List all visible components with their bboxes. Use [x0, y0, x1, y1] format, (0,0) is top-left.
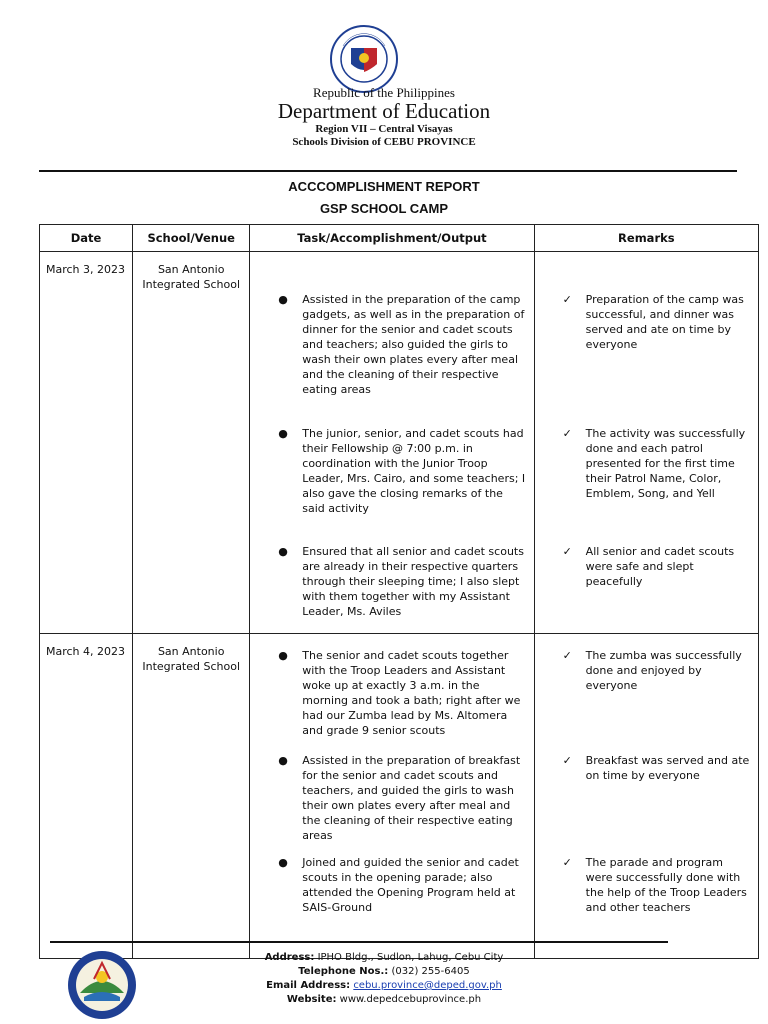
task-text: Assisted in the preparation of the camp gadgets, as well as in the preparation of dinner for the senior and cadet scouts and teachers; also guided the girls to wash their own plates every after meal and the cleaning of their respective eating areas	[302, 293, 525, 396]
bullet-icon: ●	[278, 293, 288, 306]
bullet-icon: ●	[278, 649, 288, 662]
column-header-school: School/Venue	[133, 225, 250, 252]
email-link[interactable]: cebu.province@deped.gov.ph	[353, 980, 502, 991]
task-item	[250, 753, 533, 843]
bullet-icon: ●	[278, 545, 288, 558]
footer-address	[200, 950, 568, 965]
footer-email	[200, 978, 568, 993]
column-header-date: Date	[40, 225, 133, 252]
address-value: IPHO Bldg., Sudlon, Lahug, Cebu City	[317, 952, 504, 963]
remark-item	[535, 426, 758, 501]
remark-text: Breakfast was served and ate on time by everyone	[585, 754, 750, 782]
bullet-icon: ●	[278, 754, 288, 767]
remark-text: The parade and program were successfully done with the help of the Troop Leaders and other teachers	[585, 856, 747, 914]
remark-item	[535, 855, 758, 915]
date-cell: March 4, 2023	[40, 634, 133, 959]
remark-text: The activity was successfully done and each patrol presented for the first time their Patrol Name, Color, Emblem, Song, and Yell	[585, 427, 746, 500]
deped-seal-icon	[329, 24, 399, 94]
task-text: The senior and cadet scouts together with the Troop Leaders and Assistant woke up at exactly 3 a.m. in the morning and took a bath; right after we had our Zumba lead by Ms. Altomera and grade 9 senior scouts	[302, 649, 521, 737]
footer-telephone	[200, 964, 568, 979]
website-link[interactable]: www.depedcebuprovince.ph	[339, 994, 482, 1005]
school-cell: San Antonio Integrated School	[133, 634, 250, 959]
checkmark-icon: ✓	[562, 754, 572, 767]
remark-item	[535, 648, 758, 693]
email-label: Email Address:	[266, 980, 351, 991]
column-header-task: Task/Accomplishment/Output	[250, 225, 534, 252]
remark-text: All senior and cadet scouts were safe and slept peacefully	[585, 545, 735, 588]
task-text: Ensured that all senior and cadet scouts are already in their respective quarters through their sleeping time; I also slept with them together with my Assistant Leader, Ms. Aviles	[302, 545, 524, 618]
task-text: Joined and guided the senior and cadet scouts in the opening parade; also attended the Opening Program held at SAIS-Ground	[302, 856, 519, 914]
remarks-cell	[534, 252, 758, 634]
address-label: Address:	[264, 952, 315, 963]
task-cell	[250, 252, 534, 634]
date-cell: March 3, 2023	[40, 252, 133, 634]
bullet-icon: ●	[278, 856, 288, 869]
school-cell: San Antonio Integrated School	[133, 252, 250, 634]
table-row	[40, 252, 759, 634]
checkmark-icon: ✓	[562, 293, 572, 306]
header-region: Region VII – Central Visayas	[315, 123, 453, 135]
footer-divider	[50, 941, 668, 943]
task-item	[250, 855, 533, 915]
header-division: Schools Division of CEBU PROVINCE	[292, 136, 476, 148]
remark-text: Preparation of the camp was successful, and dinner was served and ate on time by everyone	[585, 293, 744, 351]
checkmark-icon: ✓	[562, 649, 572, 662]
task-text: Assisted in the preparation of breakfast for the senior and cadet scouts and teachers, and guided the girls to wash their own plates every after meal and the cleaning of their respective eating areas	[302, 754, 521, 842]
footer-website	[200, 992, 568, 1007]
table-header-row	[40, 225, 759, 252]
telephone-label: Telephone Nos.:	[298, 966, 389, 977]
cebu-division-seal-icon	[66, 949, 138, 1021]
checkmark-icon: ✓	[562, 856, 572, 869]
task-cell	[250, 634, 534, 959]
remarks-cell	[534, 634, 758, 959]
report-title: ACCCOMPLISHMENT REPORT	[288, 179, 480, 194]
website-label: Website:	[286, 994, 337, 1005]
header-department: Department of Education	[277, 99, 491, 123]
remark-item	[535, 292, 758, 352]
task-text: The junior, senior, and cadet scouts had their Fellowship @ 7:00 p.m. in coordination with the Junior Troop Leader, Mrs. Cairo, and some teachers; I also gave the closing remarks of the said activity	[302, 427, 526, 515]
remark-text: The zumba was successfully done and enjoyed by everyone	[585, 649, 742, 692]
table-row	[40, 634, 759, 959]
bullet-icon: ●	[278, 427, 288, 440]
checkmark-icon: ✓	[562, 427, 572, 440]
task-item	[250, 426, 533, 516]
accomplishment-table	[39, 224, 759, 959]
task-item	[250, 648, 533, 738]
remark-item	[535, 753, 758, 783]
checkmark-icon: ✓	[562, 545, 572, 558]
task-item	[250, 544, 533, 619]
task-item	[250, 292, 533, 397]
report-subtitle: GSP SCHOOL CAMP	[319, 201, 449, 216]
telephone-value: (032) 255-6405	[391, 966, 470, 977]
remark-item	[535, 544, 758, 589]
header-republic: Republic of the Philippines	[313, 85, 455, 100]
header-divider	[39, 170, 737, 172]
column-header-remarks: Remarks	[534, 225, 758, 252]
